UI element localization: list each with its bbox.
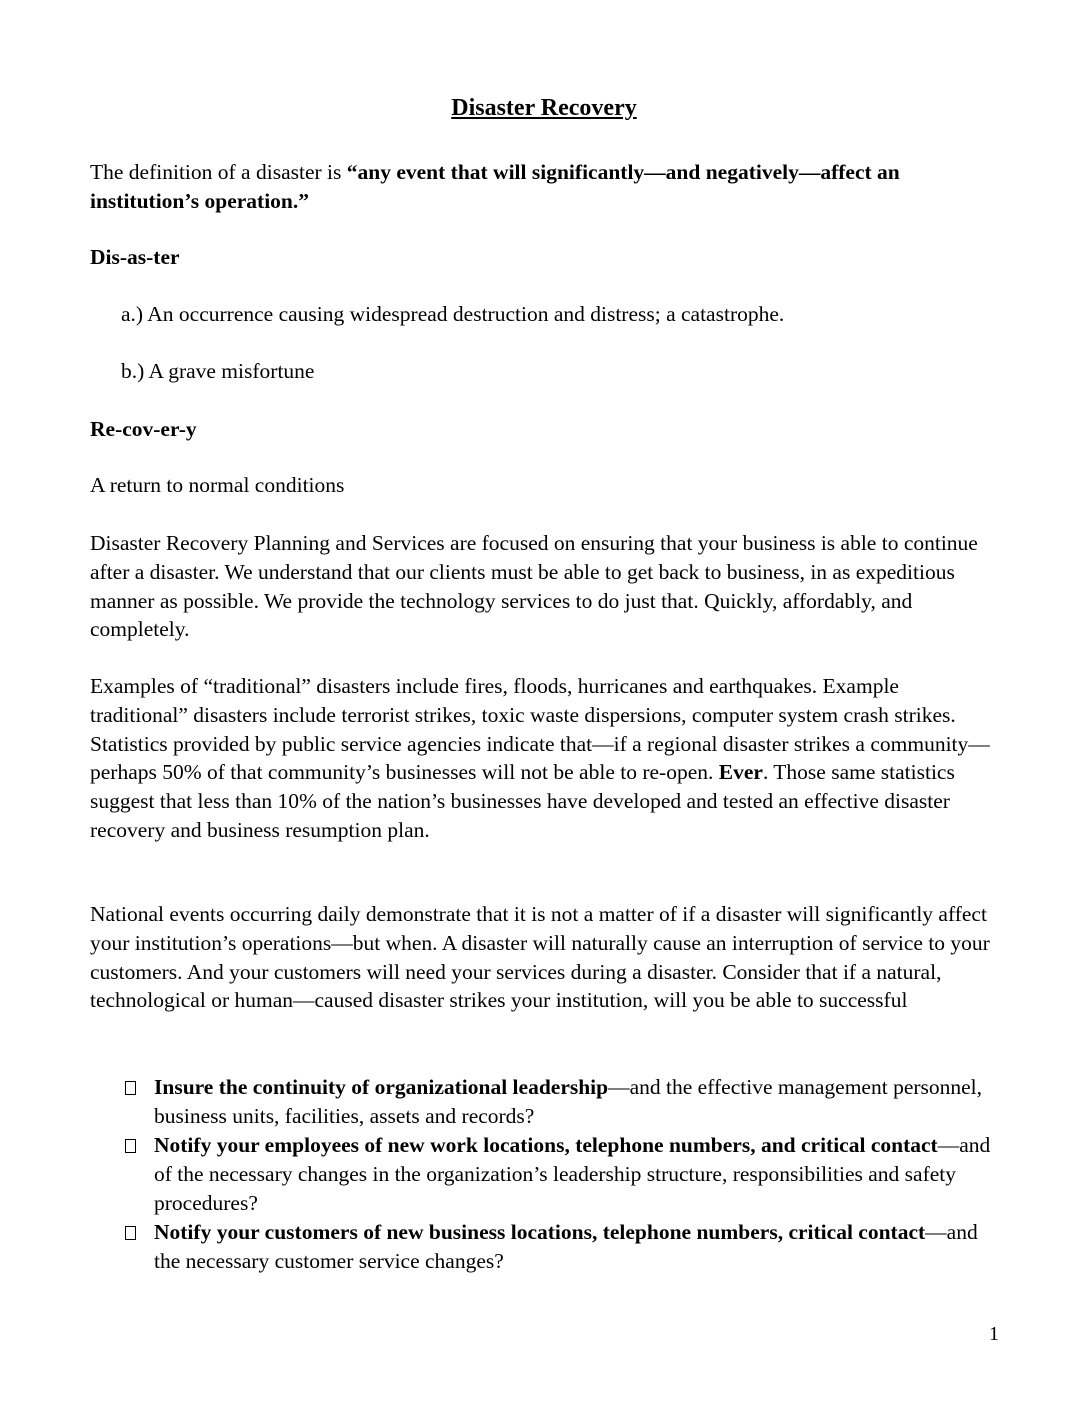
- square-bullet-icon: [125, 1139, 136, 1153]
- list-item-bold: Notify your customers of new business locations, telephone numbers, critical contact: [154, 1220, 926, 1244]
- list-item-bold: Insure the continuity of organizational leadership: [154, 1075, 609, 1099]
- disaster-definition: [90, 158, 1000, 216]
- list-item-bold: Notify your employees of new work locations, telephone numbers, and critical contact: [154, 1133, 938, 1157]
- square-bullet-icon: [125, 1081, 136, 1095]
- page-number: 1: [989, 1323, 999, 1345]
- national-events-paragraph: National events occurring daily demonstrate that it is not a matter of if a disaster will significantly affect your institution’s operations—but when. A disaster will naturally cause an interruption of service to your customers. And your customers will need your services during a disaster. Consider that if a natural, technological or human—caused disaster strikes your institution, will you be able to successful: [90, 902, 990, 1013]
- list-item: [122, 1073, 1002, 1131]
- term-disaster-definition-b: b.) A grave misfortune: [121, 359, 315, 383]
- square-bullet-icon: [125, 1226, 136, 1240]
- definition-quote: “any event that will significantly—and negatively—affect an institution’s operation.”: [90, 160, 900, 213]
- emphasis-ever: Ever: [718, 760, 763, 785]
- definition-intro: The definition of a disaster is: [90, 160, 347, 184]
- page-title: Disaster Recovery: [451, 95, 637, 121]
- term-recovery-heading: Re-cov-er-y: [90, 417, 197, 441]
- term-disaster-heading: Dis-as-ter: [90, 245, 180, 269]
- list-item-text: —and the necessary customer service changes?: [154, 1220, 978, 1273]
- term-disaster-definition-a: a.) An occurrence causing widespread destruction and distress; a catastrophe.: [121, 302, 785, 326]
- examples-paragraph: Examples of “traditional” disasters include fires, floods, hurricanes and earthquakes. Example traditional” disasters include terrorist strikes, toxic waste dispersions, computer system crash strikes. Statistics provided by public service agencies indicate that—if a regional disaster strikes a community—perhaps 50% of that community’s businesses will not be able to re-open. Ever. Those same statistics suggest that less than 10% of the nation’s businesses have developed and tested an effective disaster recovery and business resumption plan.: [90, 674, 990, 842]
- term-recovery-definition: A return to normal conditions: [90, 473, 345, 497]
- list-item-text: —and the effective management personnel, business units, facilities, assets and records?: [154, 1075, 983, 1128]
- services-paragraph: Disaster Recovery Planning and Services are focused on ensuring that your business is able to continue after a disaster. We understand that our clients must be able to get back to business, in as expeditious manner as possible. We provide the technology services to do just that. Quickly, affordably, and completely.: [90, 531, 978, 642]
- bullet-list: [122, 1073, 1002, 1276]
- list-item: [122, 1218, 1002, 1276]
- list-item-text: —and of the necessary changes in the organization’s leadership structure, responsibilities and safety procedures?: [154, 1133, 991, 1215]
- list-item: [122, 1131, 1002, 1218]
